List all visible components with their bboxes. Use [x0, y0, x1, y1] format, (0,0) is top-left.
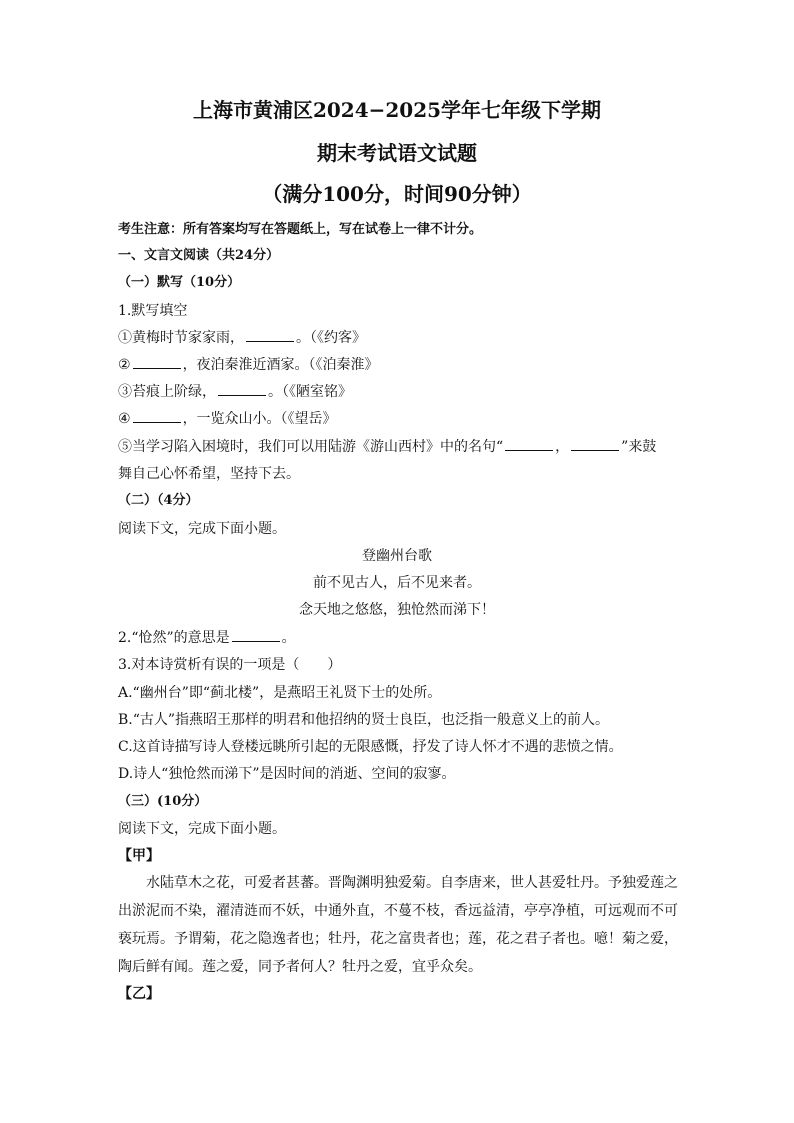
fill-item-2: ② ，夜泊秦淮近酒家。（《泊秦淮》	[118, 357, 379, 373]
answer-blank[interactable]	[133, 409, 181, 423]
fill-item-1: ①黄梅时节家家雨， 。（《约客》	[118, 330, 366, 346]
poem-line-1: 前不见古人，后不见来者。	[313, 575, 481, 591]
part3-instruction: 阅读下文，完成下面小题。	[118, 821, 286, 837]
fill-item-5: ⑤当学习陷入困境时，我们可以用陆游《游山西村》中的名句“ ， ”来鼓	[118, 439, 657, 455]
exam-title-line2: 期末考试语文试题	[317, 141, 477, 165]
poem-line-2: 念天地之悠悠，独怆然而涕下！	[299, 602, 495, 618]
part2-heading: （二）（4分）	[118, 493, 199, 508]
option-a[interactable]: A.“幽州台”即“蓟北楼”，是燕昭王礼贤下士的处所。	[118, 685, 442, 701]
part2-instruction: 阅读下文，完成下面小题。	[118, 521, 286, 537]
fill-item-3: ③苔痕上阶绿， 。（《陋室铭》	[118, 384, 352, 400]
answer-blank[interactable]	[246, 328, 294, 342]
answer-blank[interactable]	[571, 437, 619, 451]
passage-jia-text: 水陆草木之花，可爱者甚蕃。晋陶渊明独爱菊。自李唐来，世人甚爱牡丹。予独爱莲之出淤泥而不染，濯清涟而不妖，中通外直，不蔓不枝，香远益清，亭亭净植，可远观而不可亵玩焉。予谓菊，花之隐逸者也；牡丹，花之富贵者也；莲，花之君子者也。噫！菊之爱，陶后鲜有闻。莲之爱，同予者何人？牡丹之爱，宜乎众矣。	[118, 875, 678, 975]
passage-jia-label: 【甲】	[118, 848, 160, 864]
answer-blank[interactable]	[133, 355, 181, 369]
answer-blank[interactable]	[218, 382, 266, 396]
exam-title-line3: （满分100分，时间90分钟）	[262, 182, 532, 206]
passage-yi-label: 【乙】	[118, 986, 160, 1002]
answer-blank[interactable]	[505, 437, 553, 451]
question-2: 2.“怆然”的意思是 。	[118, 630, 296, 646]
exam-notice: 考生注意：所有答案均写在答题纸上，写在试卷上一律不计分。	[118, 222, 483, 237]
fill-item-4: ④ ，一览众山小。（《望岳》	[118, 411, 337, 427]
part1-heading: （一）默写（10分）	[118, 275, 241, 290]
section1-heading: 一、文言文阅读（共24分）	[118, 248, 280, 263]
part3-heading: （三）(10分）	[118, 794, 208, 809]
option-c[interactable]: C.这首诗描写诗人登楼远眺所引起的无限感慨，抒发了诗人怀才不遇的悲愤之情。	[118, 739, 623, 755]
question-3: 3.对本诗赏析有误的一项是（ ）	[118, 657, 342, 673]
poem-title: 登幽州台歌	[362, 548, 432, 564]
answer-blank[interactable]	[232, 628, 280, 642]
fill-item-5-continued: 舞自己心怀希望，坚持下去。	[118, 466, 300, 482]
option-d[interactable]: D.诗人“独怆然而涕下”是因时间的消逝、空间的寂寥。	[118, 766, 456, 782]
question-1-label: 1.默写填空	[118, 303, 188, 319]
exam-title-line1: 上海市黄浦区2024−2025学年七年级下学期	[192, 98, 602, 122]
option-b[interactable]: B.“古人”指燕昭王那样的明君和他招纳的贤士良臣，也泛指一般意义上的前人。	[118, 712, 610, 728]
